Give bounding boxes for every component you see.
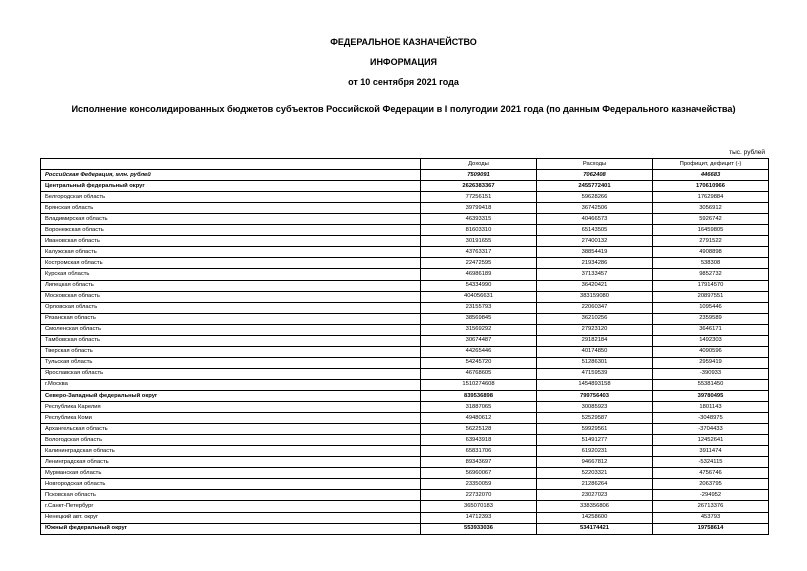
table-row — [41, 368, 769, 379]
balance-cell: -3704433 — [653, 424, 769, 435]
region-cell: Смоленская область — [41, 324, 421, 335]
region-cell: Орловская область — [41, 302, 421, 313]
table-row — [41, 479, 769, 490]
balance-cell: 3056912 — [653, 203, 769, 214]
expense-cell: 36420421 — [537, 280, 653, 291]
income-cell: 81603310 — [421, 225, 537, 236]
table-row — [41, 313, 769, 324]
expense-cell: 61920231 — [537, 446, 653, 457]
region-cell: г.Москва — [41, 379, 421, 390]
expense-cell: 22060347 — [537, 302, 653, 313]
region-cell: Калининградская область — [41, 446, 421, 457]
expense-cell: 799756403 — [537, 390, 653, 401]
table-row — [41, 512, 769, 523]
expense-cell: 40174850 — [537, 346, 653, 357]
income-cell: 22472595 — [421, 258, 537, 269]
table-row — [41, 435, 769, 446]
table-row — [41, 402, 769, 413]
expense-cell: 338356806 — [537, 501, 653, 512]
income-cell: 77256151 — [421, 192, 537, 203]
income-cell: 44265446 — [421, 346, 537, 357]
expense-cell: 14258600 — [537, 512, 653, 523]
balance-cell: -390933 — [653, 368, 769, 379]
income-cell: 365070183 — [421, 501, 537, 512]
org-name: ФЕДЕРАЛЬНОЕ КАЗНАЧЕЙСТВО — [330, 37, 477, 47]
income-cell: 14712393 — [421, 512, 537, 523]
region-cell: Московская область — [41, 291, 421, 302]
region-cell: Ненецкий авт. округ — [41, 512, 421, 523]
balance-cell: 20897551 — [653, 291, 769, 302]
income-cell: 54245720 — [421, 357, 537, 368]
region-cell: Тульская область — [41, 357, 421, 368]
region-cell: Российская Федерация, млн. рублей — [41, 170, 421, 181]
income-cell: 553933036 — [421, 523, 537, 534]
table-row — [41, 247, 769, 258]
income-cell: 38569845 — [421, 313, 537, 324]
balance-cell: -5324115 — [653, 457, 769, 468]
table-row — [41, 457, 769, 468]
table-row — [41, 346, 769, 357]
expense-cell: 27923120 — [537, 324, 653, 335]
expense-cell: 30085923 — [537, 402, 653, 413]
expense-cell: 94667812 — [537, 457, 653, 468]
table-row — [41, 269, 769, 280]
table-row — [41, 170, 769, 181]
expense-cell: 36742506 — [537, 203, 653, 214]
region-cell: Псковская область — [41, 490, 421, 501]
balance-cell: 4908898 — [653, 247, 769, 258]
region-cell: г.Санкт-Петербург — [41, 501, 421, 512]
expense-cell: 38854419 — [537, 247, 653, 258]
region-cell: Белгородская область — [41, 192, 421, 203]
region-cell: Костромская область — [41, 258, 421, 269]
income-cell: 1510274608 — [421, 379, 537, 390]
expense-cell: 36210256 — [537, 313, 653, 324]
income-cell: 31887065 — [421, 402, 537, 413]
region-cell: Ивановская область — [41, 236, 421, 247]
table-row — [41, 501, 769, 512]
region-cell: Курская область — [41, 269, 421, 280]
header-balance: Профицит, дефицит (-) — [653, 159, 769, 170]
budget-table — [40, 158, 769, 535]
balance-cell: 39780495 — [653, 390, 769, 401]
balance-cell: 170610966 — [653, 181, 769, 192]
table-row — [41, 523, 769, 534]
income-cell: 56960067 — [421, 468, 537, 479]
balance-cell: 2791522 — [653, 236, 769, 247]
table-row — [41, 280, 769, 291]
region-cell: Липецкая область — [41, 280, 421, 291]
balance-cell: 5926742 — [653, 214, 769, 225]
table-row — [41, 192, 769, 203]
income-cell: 31569292 — [421, 324, 537, 335]
expense-cell: 37133457 — [537, 269, 653, 280]
balance-cell: 1492303 — [653, 335, 769, 346]
expense-cell: 1454893158 — [537, 379, 653, 390]
region-cell: Тверская область — [41, 346, 421, 357]
region-cell: Северо-Западный федеральный округ — [41, 390, 421, 401]
expense-cell: 27400132 — [537, 236, 653, 247]
region-cell: Республика Коми — [41, 413, 421, 424]
income-cell: 7509091 — [421, 170, 537, 181]
balance-cell: 2959419 — [653, 357, 769, 368]
income-cell: 46393315 — [421, 214, 537, 225]
region-cell: Южный федеральный округ — [41, 523, 421, 534]
income-cell: 30191655 — [421, 236, 537, 247]
balance-cell: 1095446 — [653, 302, 769, 313]
balance-cell: 538308 — [653, 258, 769, 269]
income-cell: 46768605 — [421, 368, 537, 379]
units-label: тыс. рублей — [729, 149, 765, 156]
balance-cell: -294952 — [653, 490, 769, 501]
region-cell: Мурманская область — [41, 468, 421, 479]
region-cell: Вологодская область — [41, 435, 421, 446]
table-row — [41, 357, 769, 368]
expense-cell: 7062408 — [537, 170, 653, 181]
header-income: Доходы — [421, 159, 537, 170]
table-row — [41, 335, 769, 346]
expense-cell: 51286301 — [537, 357, 653, 368]
expense-cell: 59929561 — [537, 424, 653, 435]
table-row — [41, 413, 769, 424]
expense-cell: 51491277 — [537, 435, 653, 446]
balance-cell: 3911474 — [653, 446, 769, 457]
table-row — [41, 490, 769, 501]
balance-cell: 16459805 — [653, 225, 769, 236]
region-cell: Рязанская область — [41, 313, 421, 324]
table-row — [41, 302, 769, 313]
income-cell: 30674487 — [421, 335, 537, 346]
balance-cell: 12452641 — [653, 435, 769, 446]
balance-cell: 17629884 — [653, 192, 769, 203]
balance-cell: 446683 — [653, 170, 769, 181]
income-cell: 46986189 — [421, 269, 537, 280]
income-cell: 22732070 — [421, 490, 537, 501]
expense-cell: 383159080 — [537, 291, 653, 302]
balance-cell: 2063795 — [653, 479, 769, 490]
region-cell: Республика Карелия — [41, 402, 421, 413]
table-row — [41, 379, 769, 390]
table-row — [41, 203, 769, 214]
region-cell: Новгородская область — [41, 479, 421, 490]
income-cell: 839536898 — [421, 390, 537, 401]
table-row — [41, 258, 769, 269]
region-cell: Архангельская область — [41, 424, 421, 435]
table-header-row — [41, 159, 769, 170]
expense-cell: 21286264 — [537, 479, 653, 490]
balance-cell: 453793 — [653, 512, 769, 523]
table-row — [41, 236, 769, 247]
balance-cell: 2359589 — [653, 313, 769, 324]
expense-cell: 23027023 — [537, 490, 653, 501]
income-cell: 49480612 — [421, 413, 537, 424]
table-row — [41, 468, 769, 479]
expense-cell: 29182184 — [537, 335, 653, 346]
expense-cell: 21934286 — [537, 258, 653, 269]
region-cell: Владимирская область — [41, 214, 421, 225]
expense-cell: 59628266 — [537, 192, 653, 203]
region-cell: Ленинградская область — [41, 457, 421, 468]
expense-cell: 534174421 — [537, 523, 653, 534]
balance-cell: 4090596 — [653, 346, 769, 357]
expense-cell: 47159539 — [537, 368, 653, 379]
balance-cell: 17914570 — [653, 280, 769, 291]
expense-cell: 40466573 — [537, 214, 653, 225]
document-type: ИНФОРМАЦИЯ — [369, 57, 438, 67]
balance-cell: 1801143 — [653, 402, 769, 413]
income-cell: 23350059 — [421, 479, 537, 490]
income-cell: 89343697 — [421, 457, 537, 468]
balance-cell: 3646171 — [653, 324, 769, 335]
table-row — [41, 291, 769, 302]
income-cell: 2626383367 — [421, 181, 537, 192]
income-cell: 23155793 — [421, 302, 537, 313]
income-cell: 54334990 — [421, 280, 537, 291]
expense-cell: 2455772401 — [537, 181, 653, 192]
income-cell: 63943918 — [421, 435, 537, 446]
income-cell: 39799418 — [421, 203, 537, 214]
table-row — [41, 446, 769, 457]
balance-cell: 19758614 — [653, 523, 769, 534]
balance-cell: 55381450 — [653, 379, 769, 390]
document-date: от 10 сентября 2021 года — [348, 77, 459, 87]
income-cell: 56225128 — [421, 424, 537, 435]
table-row — [41, 214, 769, 225]
table-row — [41, 225, 769, 236]
expense-cell: 52529587 — [537, 413, 653, 424]
income-cell: 404056631 — [421, 291, 537, 302]
table-body — [41, 170, 769, 535]
expense-cell: 65143505 — [537, 225, 653, 236]
region-cell: Воронежская область — [41, 225, 421, 236]
region-cell: Тамбовская область — [41, 335, 421, 346]
region-cell: Калужская область — [41, 247, 421, 258]
report-title: Исполнение консолидированных бюджетов субъектов Российской Федерации в I полугодии 2021 года (по данным Федерального казначейства) — [71, 104, 736, 114]
table-row — [41, 181, 769, 192]
balance-cell: 9852732 — [653, 269, 769, 280]
balance-cell: 26713376 — [653, 501, 769, 512]
region-cell: Центральный федеральный округ — [41, 181, 421, 192]
table-row — [41, 324, 769, 335]
region-cell: Брянская область — [41, 203, 421, 214]
region-cell: Ярославская область — [41, 368, 421, 379]
table-row — [41, 390, 769, 401]
expense-cell: 52203321 — [537, 468, 653, 479]
header-region — [41, 159, 421, 170]
balance-cell: 4756746 — [653, 468, 769, 479]
income-cell: 43763317 — [421, 247, 537, 258]
header-expense: Расходы — [537, 159, 653, 170]
table-row — [41, 424, 769, 435]
balance-cell: -3048975 — [653, 413, 769, 424]
income-cell: 65831706 — [421, 446, 537, 457]
